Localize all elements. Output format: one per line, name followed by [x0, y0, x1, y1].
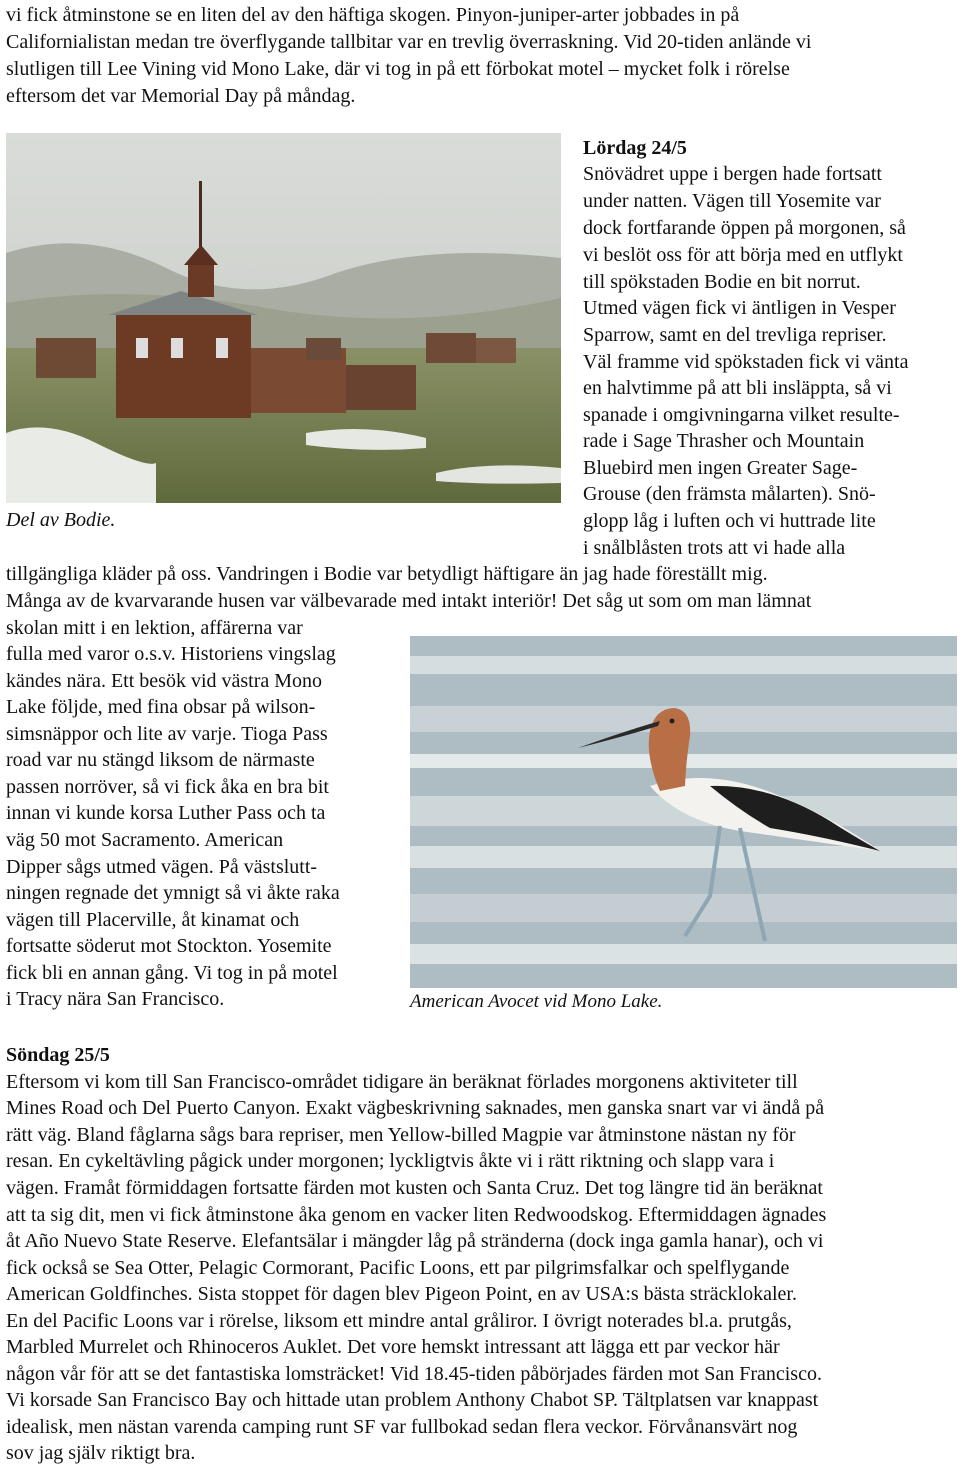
sunday-line: Mines Road och Del Puerto Canyon. Exakt vägbeskrivning saknades, men ganska snart var vi ändå på	[6, 1097, 825, 1119]
saturday-line: till spökstaden Bodie en bit norrut.	[583, 271, 861, 293]
sunday-line: En del Pacific Loons var i rörelse, liksom ett mindre antal gråliror. I övrigt noterades bl.a. prutgås,	[6, 1310, 792, 1332]
intro-line: vi fick åtminstone se en liten del av den häftiga skogen. Pinyon-juniper-arter jobbades in på	[6, 4, 740, 26]
saturday-left-line: road var nu stängd liksom de närmaste	[6, 749, 315, 771]
sunday-line: någon vår för att se det fantastiska lomsträcket! Vid 18.45-tiden påbörjades färden mot San Francisco.	[6, 1363, 822, 1385]
saturday-line: Snövädret uppe i bergen hade fortsatt	[583, 163, 882, 185]
sunday-line: fick också se Sea Otter, Pelagic Cormorant, Pacific Loons, ett par pilgrimsfalkar och spelflygande	[6, 1257, 790, 1279]
saturday-line: dock fortfarande öppen på morgonen, så	[583, 217, 906, 239]
saturday-line: i snålblåsten trots att vi hade alla	[583, 537, 846, 559]
saturday-line: spanade i omgivningarna vilket resulte-	[583, 404, 900, 426]
saturday-left-line: Dipper sågs utmed vägen. På västslutt-	[6, 856, 318, 878]
saturday-heading: Lördag 24/5	[583, 137, 687, 159]
saturday-left-line: simsnäppor och lite av varje. Tioga Pass	[6, 723, 328, 745]
saturday-line: Sparrow, samt en del trevliga repriser.	[583, 324, 887, 346]
saturday-full-line: tillgängliga kläder på oss. Vandringen i Bodie var betydligt häftigare än jag hade föreställt mig.	[6, 563, 768, 585]
saturday-left-line: fick bli en annan gång. Vi tog in på motel	[6, 962, 338, 984]
saturday-line: vi beslöt oss för att börja med en utflykt	[583, 244, 903, 266]
sunday-line: resan. En cykeltävling pågick under morgonen; lyckligtvis åkte vi i rätt riktning och slapp vara i	[6, 1150, 775, 1172]
sunday-line: idealisk, men nästan varenda camping runt SF var fullbokad sedan flera veckor. Förvånansvärt nog	[6, 1416, 798, 1438]
saturday-left-line: fulla med varor o.s.v. Historiens vingslag	[6, 643, 336, 665]
sunday-line: sov jag själv riktigt bra.	[6, 1442, 196, 1464]
saturday-full-line: Många av de kvarvarande husen var välbevarade med intakt interiör! Det såg ut som om man lämnat	[6, 590, 812, 612]
bodie-caption: Del av Bodie.	[6, 509, 116, 531]
bodie-photo	[6, 133, 561, 503]
sunday-heading: Söndag 25/5	[6, 1044, 110, 1066]
saturday-left-line: ningen regnade det ymnigt så vi åkte raka	[6, 882, 340, 904]
saturday-left-line: kändes nära. Ett besök vid västra Mono	[6, 670, 323, 692]
saturday-left-line: passen norröver, så vi fick åka en bra bit	[6, 776, 329, 798]
saturday-left-line: skolan mitt i en lektion, affärerna var	[6, 617, 303, 639]
intro-line: eftersom det var Memorial Day på måndag.	[6, 85, 356, 107]
intro-line: slutligen till Lee Vining vid Mono Lake, där vi tog in på ett förbokat motel – mycket folk i rörelse	[6, 58, 790, 80]
saturday-left-line: i Tracy nära San Francisco.	[6, 988, 225, 1010]
saturday-line: glopp låg i luften och vi huttrade lite	[583, 510, 876, 532]
sunday-line: American Goldfinches. Sista stoppet för dagen blev Pigeon Point, en av USA:s bästa sträcklokaler.	[6, 1283, 797, 1305]
saturday-left-line: väg 50 mot Sacramento. American	[6, 829, 284, 851]
saturday-left-line: innan vi kunde korsa Luther Pass och ta	[6, 802, 326, 824]
saturday-line: Grouse (den främsta målarten). Snö-	[583, 483, 876, 505]
saturday-line: en halvtimme på att bli insläppta, så vi	[583, 377, 892, 399]
sunday-line: åt Año Nuevo State Reserve. Elefantsälar i mängder låg på stränderna (dock inga gamla hanar), och vi	[6, 1230, 824, 1252]
intro-line: Californialistan medan tre överflygande tallbitar var en trevlig överraskning. Vid 20-tiden anlände vi	[6, 31, 812, 53]
sunday-line: Marbled Murrelet och Rhinoceros Auklet. Det vore hemskt intressant att lägga ett par veckor här	[6, 1336, 780, 1358]
sunday-line: Vi korsade San Francisco Bay och hittade utan problem Anthony Chabot SP. Tältplatsen var knappast	[6, 1389, 819, 1411]
saturday-line: Väl framme vid spökstaden fick vi vänta	[583, 351, 909, 373]
avocet-photo	[410, 636, 957, 988]
saturday-left-line: fortsatte söderut mot Stockton. Yosemite	[6, 935, 332, 957]
sunday-line: rätt väg. Bland fåglarna sågs bara repriser, men Yellow-billed Magpie var åtminstone nästan ny för	[6, 1124, 796, 1146]
saturday-left-line: Lake följde, med fina obsar på wilson-	[6, 696, 316, 718]
sunday-line: Eftersom vi kom till San Francisco-området tidigare än beräknat förlades morgonens aktiviteter till	[6, 1071, 798, 1093]
saturday-line: under natten. Vägen till Yosemite var	[583, 190, 881, 212]
saturday-line: Utmed vägen fick vi äntligen in Vesper	[583, 297, 896, 319]
saturday-line: Bluebird men ingen Greater Sage-	[583, 457, 858, 479]
avocet-caption: American Avocet vid Mono Lake.	[410, 991, 663, 1012]
saturday-line: rade i Sage Thrasher och Mountain	[583, 430, 865, 452]
sunday-line: att ta sig dit, men vi fick åtminstone åka genom en vacker liten Redwoodskog. Eftermiddagen ägnades	[6, 1204, 827, 1226]
saturday-left-line: vägen till Placerville, åt kinamat och	[6, 909, 300, 931]
sunday-line: vägen. Framåt förmiddagen fortsatte färden mot kusten och Santa Cruz. Det tog längre tid än beräknat	[6, 1177, 823, 1199]
